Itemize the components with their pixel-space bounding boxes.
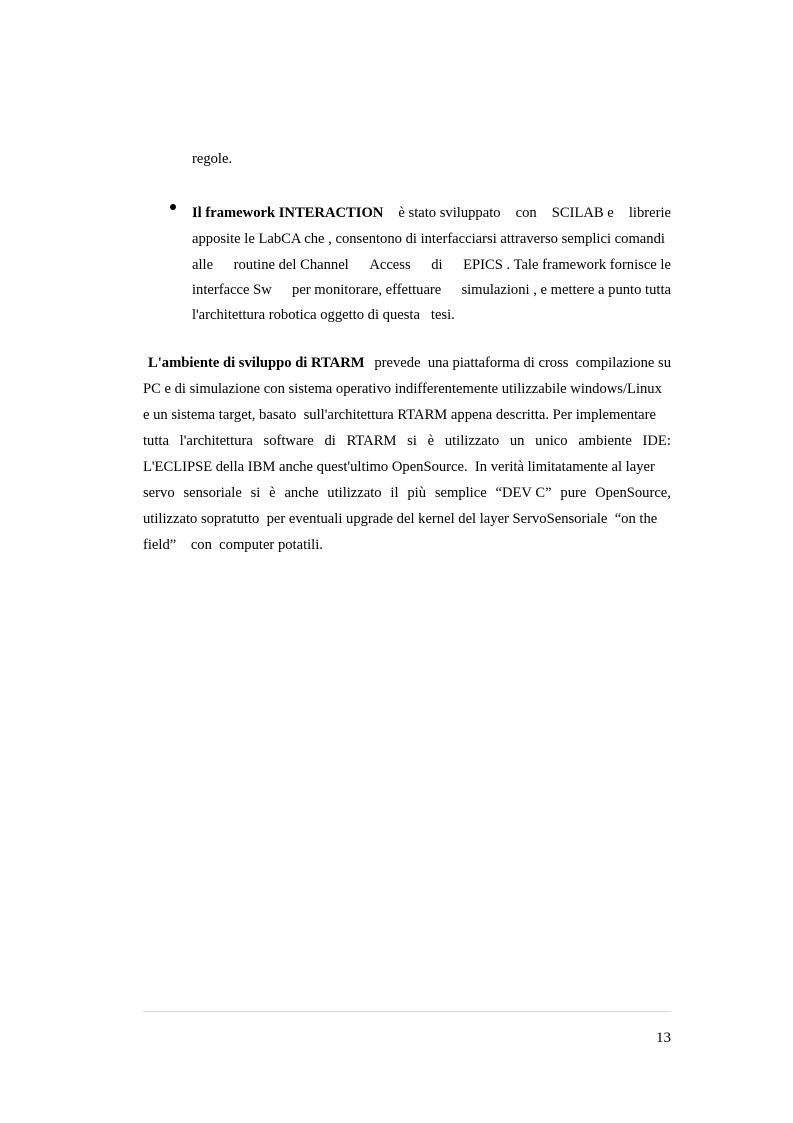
para-word: più	[407, 485, 426, 501]
bullet-icon	[170, 204, 176, 210]
para-word: utilizzato	[327, 485, 382, 501]
bullet-line-5: l'architettura robotica oggetto di questa tesi.	[192, 307, 455, 323]
para-bold-lead: L'ambiente di sviluppo di RTARM	[148, 355, 365, 371]
bullet-item	[192, 200, 671, 328]
bullet-word: con	[515, 205, 537, 221]
bullet-line-3	[192, 252, 671, 278]
para-word: servo	[143, 485, 175, 501]
para-line-7: utilizzato sopratutto per eventuali upgrade del kernel del layer ServoSensoriale “on the	[143, 511, 658, 527]
para-word: RTARM	[346, 433, 397, 449]
para-word: un	[509, 433, 525, 449]
para-word: OpenSource,	[595, 485, 671, 501]
bullet-word: Access	[369, 257, 411, 273]
continuation-text: regole.	[192, 151, 233, 167]
para-word: pure	[560, 485, 587, 501]
framework-name: Il framework INTERACTION	[192, 205, 384, 221]
para-word: ambiente	[578, 433, 632, 449]
para-line-6	[143, 480, 671, 506]
para-word: il	[390, 485, 399, 501]
para-word: utilizzato	[444, 433, 500, 449]
bullet-word: apposite le LabCA che , consentono di interfacciarsi attraverso semplici comandi	[192, 231, 665, 247]
para-word: è	[427, 433, 435, 449]
para-word: si	[407, 433, 417, 449]
para-word: è	[269, 485, 276, 501]
bullet-word: routine del Channel	[233, 257, 349, 273]
footer-divider	[143, 1011, 671, 1012]
para-word: software	[263, 433, 314, 449]
para-line-1-rest: prevede una piattaforma di cross compilazione su	[374, 355, 671, 371]
para-word: “DEV C”	[495, 485, 552, 501]
para-word: si	[250, 485, 261, 501]
bullet-word: di	[431, 257, 443, 273]
bullet-word: è stato sviluppato	[398, 205, 501, 221]
bullet-word: EPICS . Tale framework fornisce le	[463, 257, 671, 273]
rtarm-paragraph	[143, 350, 671, 558]
para-word: tutta	[143, 433, 169, 449]
para-word: semplice	[434, 485, 487, 501]
para-line-3: e un sistema target, basato sull'architettura RTARM appena descritta. Per implementare	[143, 407, 656, 423]
bullet-line-4	[192, 278, 671, 302]
para-line-2: PC e di simulazione con sistema operativo indifferentemente utilizzabile windows/Linux	[143, 381, 662, 397]
para-line-5: L'ECLIPSE della IBM anche quest'ultimo OpenSource. In verità limitatamente al layer	[143, 459, 655, 475]
page-number: 13	[656, 1030, 671, 1046]
para-line-8: field” con computer potatili.	[143, 537, 323, 553]
bullet-word: alle	[192, 257, 214, 273]
para-word: l'architettura	[179, 433, 253, 449]
bullet-word: SCILAB e	[551, 205, 614, 221]
bullet-word: interfacce Sw	[192, 282, 272, 298]
para-line-4	[143, 428, 671, 454]
para-word: sensoriale	[183, 485, 242, 501]
para-word: di	[324, 433, 336, 449]
bullet-word: per monitorare, effettuare	[292, 282, 442, 298]
bullet-line-1	[192, 200, 671, 226]
para-word: unico	[535, 433, 568, 449]
para-word: IDE:	[642, 433, 671, 449]
bullet-word: simulazioni , e mettere a punto tutta	[461, 282, 671, 298]
para-word: anche	[284, 485, 319, 501]
bullet-word: librerie	[628, 205, 671, 221]
para-line-1	[143, 350, 671, 376]
bullet-line-2	[192, 226, 671, 252]
